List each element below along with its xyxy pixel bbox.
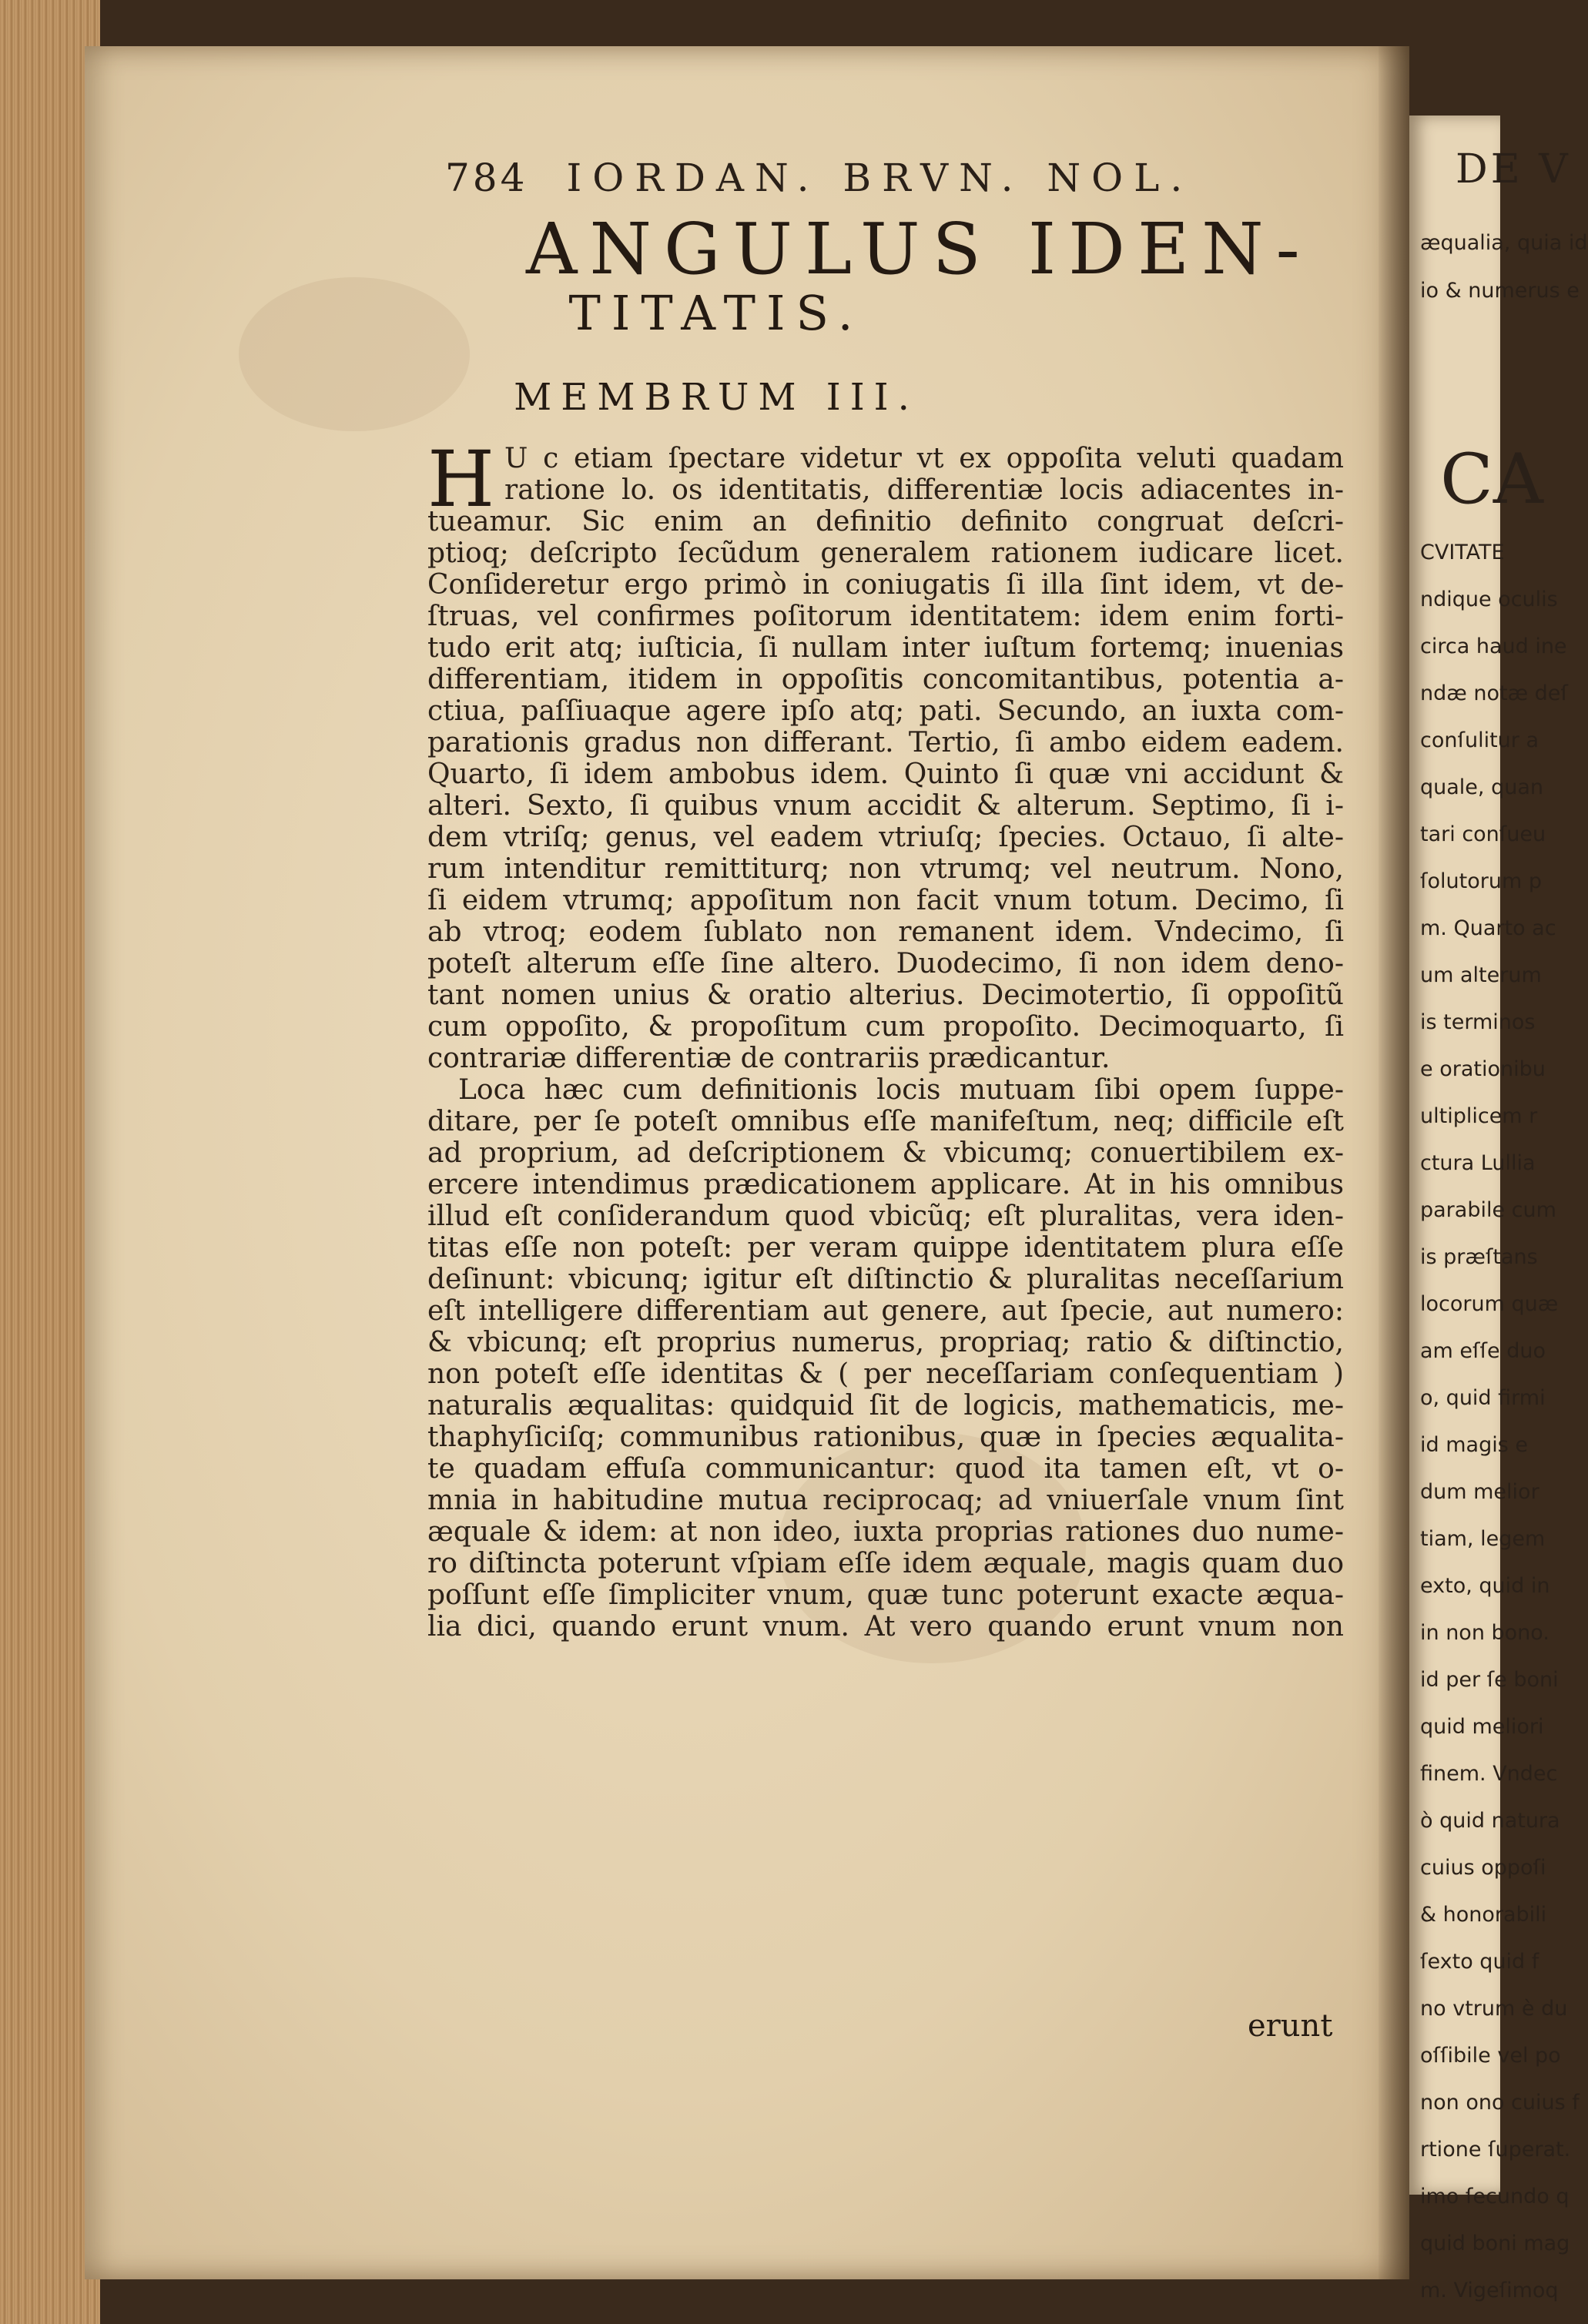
facing-text-fragment: circa haud ine [1420, 635, 1567, 658]
facing-heading-fragment: CA [1440, 439, 1543, 520]
facing-text-fragment: id per ſe boni [1420, 1668, 1559, 1692]
text-line: æquale & idem: at non ideo, iuxta proprias rationes duo nume- [427, 1516, 1344, 1548]
drop-cap: H [427, 434, 495, 524]
facing-text-fragment: quale, quan [1420, 775, 1543, 799]
text-line: titas eſſe non poteſt: per veram quippe identitatem plura eſſe [427, 1232, 1344, 1264]
facing-text-fragment: & honorabili [1420, 1903, 1547, 1927]
facing-text-fragment: æqualia, quia id [1420, 231, 1588, 255]
text-line: alteri. Sexto, ſi quibus vnum accidit & alterum. Septimo, ſi i- [427, 790, 1344, 822]
facing-text-fragment: ctura Lullia [1420, 1151, 1536, 1175]
facing-page [1409, 116, 1588, 2302]
chapter-title-line2: TITATIS. [568, 285, 864, 341]
text-line: eſt intelligere differentiam aut genere, aut ſpecie, aut numero: [427, 1295, 1344, 1327]
text-line: contrariæ differentiæ de contrariis prædicantur. [427, 1043, 1111, 1074]
text-line: non poteſt eſſe identitas & ( per neceſſariam conſequentiam ) [427, 1358, 1344, 1390]
text-line: & vbicunq; eſt proprius numerus, propriaq; ratio & diſtinctio, [427, 1327, 1344, 1358]
text-line: differentiam, itidem in oppoſitis concomitantibus, potentia a- [427, 664, 1344, 695]
facing-text-fragment: non ono cuius f [1420, 2091, 1580, 2115]
text-line: poſſunt eſſe ſimpliciter vnum, quæ tunc poterunt exacte æqua- [427, 1579, 1344, 1611]
text-line: cum oppoſito, & propoſitum cum propoſito. Decimoquarto, ſi [427, 1011, 1344, 1043]
facing-text-fragment: ſexto quid f [1420, 1950, 1539, 1974]
text-line: parationis gradus non differant. Tertio, ſi ambo eidem eadem. [427, 727, 1344, 758]
facing-text-fragment: tari conſueu [1420, 822, 1546, 846]
text-line: Loca hæc cum definitionis locis mutuam ſibi opem ſuppe- [458, 1074, 1344, 1106]
text-line: tueamur. Sic enim an definitio definito congruat deſcri- [427, 506, 1344, 537]
facing-text-fragment: um alterum [1420, 963, 1542, 987]
facing-text-fragment: io & numerus e [1420, 279, 1580, 303]
text-line: lia dici, quando erunt vnum. At vero quando erunt vnum non [427, 1611, 1344, 1643]
facing-text-fragment: id magis e [1420, 1433, 1528, 1457]
text-line: ro diſtincta poterunt vſpiam eſſe idem æquale, magis quam duo [427, 1548, 1344, 1579]
facing-text-fragment: finem. Vndec [1420, 1762, 1558, 1786]
facing-text-fragment: am eſſe duo [1420, 1339, 1546, 1363]
facing-text-fragment: quid meliori [1420, 1715, 1544, 1739]
catchword: erunt [1248, 2008, 1333, 2044]
text-line: ad proprium, ad deſcriptionem & vbicumq; conuertibilem ex- [427, 1137, 1344, 1169]
facing-text-fragment: is præſtans [1420, 1245, 1538, 1269]
facing-text-fragment: in non bono. [1420, 1621, 1549, 1645]
facing-text-fragment: cuius oppoſi [1420, 1856, 1546, 1880]
facing-text-fragment: ndæ notæ deſ [1420, 681, 1568, 705]
facing-text-fragment: exto, quid in [1420, 1574, 1550, 1598]
text-line: rum intenditur remittiturq; non vtrumq; vel neutrum. Nono, [427, 853, 1344, 885]
text-line: tant nomen unius & oratio alterius. Decimotertio, ſi oppoſitũ [427, 979, 1344, 1011]
facing-text-fragment: is terminos [1420, 1010, 1536, 1034]
text-line: naturalis æqualitas: quidquid ſit de logicis, mathematicis, me- [427, 1390, 1344, 1422]
facing-text-fragment: e orationibu [1420, 1057, 1546, 1081]
facing-text-fragment: ſolutorum p [1420, 869, 1542, 893]
running-head [445, 156, 1292, 200]
chapter-title-line1: ANGULUS IDEN- [526, 208, 1312, 290]
text-line: poteſt alterum eſſe ſine altero. Duodecimo, ſi non idem deno- [427, 948, 1344, 979]
facing-text-fragment: oſſibile vel po [1420, 2044, 1561, 2068]
facing-running-head: DE V [1456, 146, 1571, 193]
text-line: ptioq; deſcripto ſecũdum generalem rationem iudicare licet. [427, 537, 1344, 569]
text-line: thaphyſiciſq; communibus rationibus, quæ in ſpecies æqualita- [427, 1422, 1344, 1453]
text-line: te quadam effuſa communicantur: quod ita tamen eſt, vt o- [427, 1453, 1344, 1485]
text-line: Conſideretur ergo primò in coniugatis ſi illa ſint idem, vt de- [427, 569, 1344, 601]
facing-text-fragment: imo ſecundo q [1420, 2185, 1570, 2208]
text-line: ſi eidem vtrumq; appoſitum non facit vnum totum. Decimo, ſi [427, 885, 1344, 916]
facing-text-fragment: rtione ſuperat. [1420, 2138, 1571, 2162]
body-text [427, 434, 1344, 1643]
page-number: 784 [445, 156, 528, 200]
text-line: ercere intendimus prædicationem applicare. At in his omnibus [427, 1169, 1344, 1201]
facing-text-fragment: locorum quæ [1420, 1292, 1559, 1316]
facing-text-fragment: m. Quarto ac [1420, 916, 1556, 940]
text-line: deſinunt: vbicunq; igitur eſt diſtinctio & pluralitas neceſſarium [427, 1264, 1344, 1295]
text-line: ab vtroq; eodem ſublato non remanent idem. Vndecimo, ſi [427, 916, 1344, 948]
text-line: dem vtriſq; genus, vel eadem vtriuſq; ſpecies. Octauo, ſi alte- [427, 822, 1344, 853]
running-head-text: IORDAN. BRVN. NOL. [566, 156, 1194, 200]
facing-text-fragment: tiam, legem [1420, 1527, 1546, 1551]
text-line: ctiua, paſſiuaque agere ipſo atq; pati. Secundo, an iuxta com- [427, 695, 1344, 727]
facing-text-fragment: CVITATE [1420, 541, 1505, 564]
text-line: Quarto, ſi idem ambobus idem. Quinto ſi quæ vni accidunt & [427, 758, 1344, 790]
facing-text-fragment: dum melior [1420, 1480, 1539, 1504]
facing-text-fragment: m. Vigeſimoq [1420, 2279, 1559, 2302]
text-line: mnia in habitudine mutua reciprocaq; ad vniuerſale vnum ſint [427, 1485, 1344, 1516]
text-line: ſtruas, vel confirmes poſitorum identitatem: idem enim forti- [427, 601, 1344, 632]
section-heading: MEMBRUM III. [514, 376, 919, 419]
facing-text-fragment: o, quid firmi [1420, 1386, 1546, 1410]
text-line: ditare, per ſe poteſt omnibus eſſe manifeſtum, neq; difficile eſt [427, 1106, 1344, 1137]
text-line: tudo erit atq; iuſticia, ſi nullam inter iuſtum fortemq; inuenias [427, 632, 1344, 664]
facing-text-fragment: ultiplicem r [1420, 1104, 1538, 1128]
text-line: ratione lo. os identitatis, differentiæ locis adiacentes in- [504, 474, 1344, 506]
facing-text-fragment: ò quid natura [1420, 1809, 1560, 1833]
facing-text-fragment: parabile cum [1420, 1198, 1556, 1222]
facing-text-fragment: conſulitur a [1420, 728, 1539, 752]
facing-text-fragment: no vtrum è du [1420, 1997, 1568, 2021]
text-line: U c etiam ſpectare videtur vt ex oppoſita veluti quadam [504, 443, 1344, 474]
text-line: illud eſt conſiderandum quod vbicũq; eſt pluralitas, vera iden- [427, 1201, 1344, 1232]
facing-text-fragment: quid boni mag [1420, 2232, 1570, 2255]
facing-text-fragment: ndique oculis [1420, 588, 1558, 611]
